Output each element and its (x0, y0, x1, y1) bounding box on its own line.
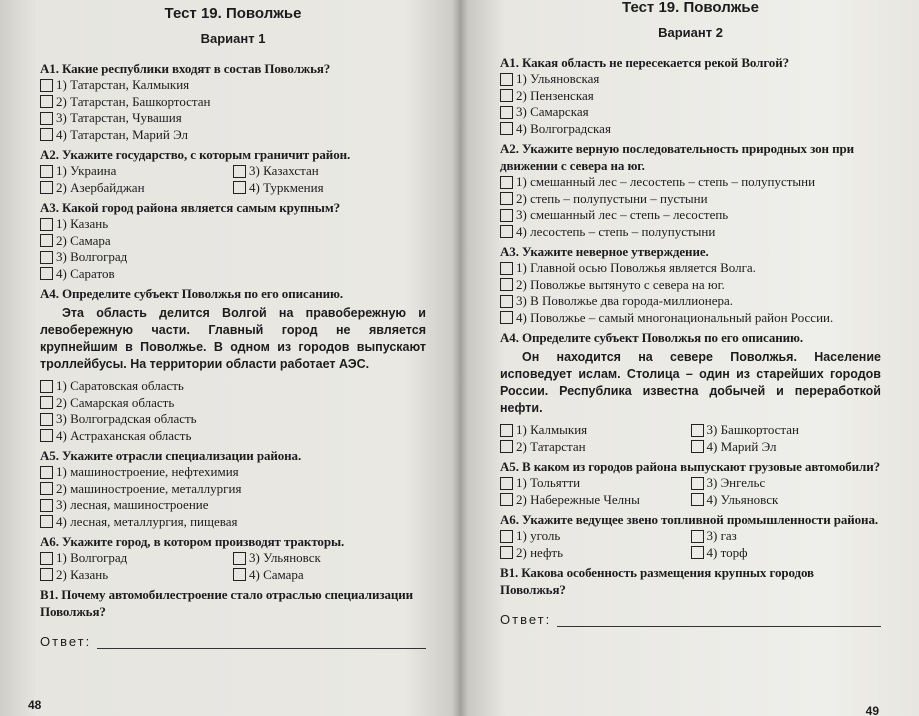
checkbox[interactable] (500, 209, 513, 222)
question-a5 (40, 447, 426, 530)
question-text: Укажите город, в котором производят тракторы. (62, 534, 345, 549)
question-number: B1. (500, 565, 519, 580)
answer-field[interactable] (40, 634, 426, 649)
question-text: Определите субъект Поволжья по его описанию. (522, 330, 803, 345)
checkbox[interactable] (40, 413, 53, 426)
answer-option[interactable]: 1) Ульяновская (500, 71, 881, 88)
checkbox[interactable] (500, 424, 513, 437)
question-a6 (500, 511, 881, 561)
answer-option[interactable]: 3) В Поволжье два города-миллионера. (500, 293, 881, 310)
question-number: A6. (40, 534, 59, 549)
question-b1 (500, 564, 881, 598)
checkbox[interactable] (500, 89, 513, 102)
question-a3 (500, 243, 881, 326)
checkbox[interactable] (691, 477, 704, 490)
question-number: A3. (40, 200, 59, 215)
checkbox[interactable] (40, 95, 53, 108)
checkbox[interactable] (40, 79, 53, 92)
answer-line[interactable] (97, 636, 426, 649)
question-text: Укажите верную последовательность природных зон при движении с севера на юг. (500, 141, 854, 173)
answer-option[interactable]: 2) степь – полупустыни – пустыни (500, 191, 881, 208)
answer-option[interactable]: 4) Саратов (40, 266, 426, 283)
checkbox[interactable] (40, 165, 53, 178)
answer-option[interactable]: 1) уголь (500, 528, 691, 545)
checkbox[interactable] (40, 515, 53, 528)
question-a6 (40, 533, 426, 583)
checkbox[interactable] (40, 267, 53, 280)
question-a3 (40, 199, 426, 282)
checkbox[interactable] (233, 568, 246, 581)
question-a4 (500, 329, 881, 455)
answer-option[interactable]: 1) Калмыкия (500, 422, 691, 439)
checkbox[interactable] (691, 424, 704, 437)
answer-option[interactable]: 4) лесостепь – степь – полупустыни (500, 224, 881, 241)
checkbox[interactable] (500, 440, 513, 453)
answer-option[interactable]: 1) Саратовская область (40, 378, 426, 395)
question-number: A2. (500, 141, 519, 156)
answer-option[interactable]: 2) Набережные Челны (500, 492, 691, 509)
answer-option[interactable]: 3) Татарстан, Чувашия (40, 110, 426, 127)
answer-option[interactable]: 3) газ (691, 528, 882, 545)
checkbox[interactable] (40, 466, 53, 479)
page-number: 49 (865, 704, 879, 716)
checkbox[interactable] (500, 176, 513, 189)
book-gutter (452, 0, 468, 716)
checkbox[interactable] (500, 192, 513, 205)
question-text: Укажите отрасли специализации района. (62, 448, 302, 463)
question-number: B1. (40, 587, 59, 602)
answer-option[interactable]: 4) Поволжье – самый многонациональный район России. (500, 310, 881, 327)
answer-field[interactable] (500, 612, 881, 627)
answer-option[interactable]: 3) Башкортостан (691, 422, 882, 439)
checkbox[interactable] (40, 499, 53, 512)
checkbox[interactable] (691, 530, 704, 543)
checkbox[interactable] (500, 295, 513, 308)
checkbox[interactable] (40, 396, 53, 409)
question-text: Какие республики входят в состав Поволжья? (62, 61, 331, 76)
answer-option[interactable]: 4) Волгоградская (500, 121, 881, 138)
checkbox[interactable] (233, 552, 246, 565)
answer-option[interactable]: 1) Украина (40, 163, 233, 180)
checkbox[interactable] (500, 546, 513, 559)
checkbox[interactable] (500, 122, 513, 135)
answer-option[interactable]: 3) Казахстан (233, 163, 426, 180)
answer-option[interactable]: 3) Ульяновск (233, 550, 426, 567)
page-number: 48 (28, 698, 42, 712)
checkbox[interactable] (40, 568, 53, 581)
question-text: Укажите государство, с которым граничит район. (62, 147, 351, 162)
question-text: Укажите ведущее звено топливной промышленности района. (522, 512, 878, 527)
checkbox[interactable] (500, 311, 513, 324)
checkbox[interactable] (40, 380, 53, 393)
answer-option[interactable]: 3) Энгельс (691, 475, 882, 492)
answer-option[interactable]: 4) Туркмения (233, 180, 426, 197)
answer-option[interactable]: 1) Тольятти (500, 475, 691, 492)
question-text: Почему автомобилестроение стало отраслью специализации Поволжья? (40, 587, 414, 619)
checkbox[interactable] (500, 493, 513, 506)
checkbox[interactable] (40, 482, 53, 495)
question-b1 (40, 586, 426, 620)
answer-option[interactable]: 2) Самара (40, 233, 426, 250)
question-text: Определите субъект Поволжья по его описанию. (62, 286, 343, 301)
checkbox[interactable] (500, 278, 513, 291)
checkbox[interactable] (40, 429, 53, 442)
checkbox[interactable] (40, 218, 53, 231)
question-number: A3. (500, 244, 519, 259)
variant-heading: Вариант 2 (658, 25, 723, 40)
answer-option[interactable]: 4) Татарстан, Марий Эл (40, 127, 426, 144)
answer-option[interactable]: 2) Поволжье вытянуто с севера на юг. (500, 277, 881, 294)
checkbox[interactable] (40, 112, 53, 125)
variant-heading: Вариант 1 (200, 31, 266, 46)
answer-option[interactable]: 3) Волгоград (40, 249, 426, 266)
answer-label: Ответ: (40, 634, 92, 649)
checkbox[interactable] (500, 530, 513, 543)
checkbox[interactable] (500, 73, 513, 86)
answer-option[interactable]: 4) Ульяновск (691, 492, 882, 509)
page-title: Тест 19. Поволжье (622, 0, 759, 16)
checkbox[interactable] (500, 225, 513, 238)
question-a1 (40, 60, 426, 143)
answer-option[interactable]: 1) Главной осью Поволжья является Волга. (500, 260, 881, 277)
answer-option[interactable]: 2) Самарская область (40, 395, 426, 412)
answer-option[interactable]: 2) машиностроение, металлургия (40, 481, 426, 498)
answer-option[interactable]: 1) смешанный лес – лесостепь – степь – полупустыни (500, 174, 881, 191)
question-a1 (500, 54, 881, 137)
answer-option[interactable]: 2) Азербайджан (40, 180, 233, 197)
checkbox[interactable] (691, 546, 704, 559)
answer-option[interactable]: 2) Татарстан (500, 439, 691, 456)
checkbox[interactable] (233, 181, 246, 194)
right-page (460, 0, 919, 716)
question-number: A5. (40, 448, 59, 463)
checkbox[interactable] (40, 128, 53, 141)
question-number: A1. (40, 61, 59, 76)
checkbox[interactable] (500, 477, 513, 490)
answer-option[interactable]: 2) Пензенская (500, 88, 881, 105)
answer-option[interactable]: 3) Волгоградская область (40, 411, 426, 428)
question-number: A4. (40, 286, 59, 301)
question-text: Какая область не пересекается рекой Волгой? (522, 55, 789, 70)
answer-option[interactable]: 4) Астраханская область (40, 428, 426, 445)
answer-option[interactable]: 3) смешанный лес – степь – лесостепь (500, 207, 881, 224)
question-number: A1. (500, 55, 519, 70)
question-text: Какова особенность размещения крупных городов Поволжья? (500, 565, 814, 597)
checkbox[interactable] (500, 106, 513, 119)
checkbox[interactable] (40, 181, 53, 194)
question-text: В каком из городов района выпускают грузовые автомобили? (522, 459, 880, 474)
checkbox[interactable] (691, 493, 704, 506)
checkbox[interactable] (691, 440, 704, 453)
description-paragraph: Он находится на севере Поволжья. Население исповедует ислам. Столица – один из старейших городов России. Республика известна добычей и переработкой нефти. (500, 350, 881, 415)
answer-label: Ответ: (500, 612, 552, 627)
answer-option[interactable]: 4) торф (691, 545, 882, 562)
question-number: A4. (500, 330, 519, 345)
checkbox[interactable] (500, 262, 513, 275)
answer-option[interactable]: 1) Волгоград (40, 550, 233, 567)
page-title: Тест 19. Поволжье (164, 5, 302, 22)
description-paragraph: Эта область делится Волгой на правобережную и левобережную части. Главный город не является крупнейшим в Поволжье. В одном из городов выпускают троллейбусы. На территории области работает АЭС. (40, 306, 426, 371)
answer-option[interactable]: 1) машиностроение, нефтехимия (40, 464, 426, 481)
answer-option[interactable]: 3) лесная, машиностроение (40, 497, 426, 514)
answer-option[interactable]: 1) Татарстан, Калмыкия (40, 77, 426, 94)
checkbox[interactable] (40, 234, 53, 247)
question-a4 (40, 285, 426, 444)
answer-option[interactable]: 2) нефть (500, 545, 691, 562)
answer-option[interactable]: 4) лесная, металлургия, пищевая (40, 514, 426, 531)
answer-option[interactable]: 2) Казань (40, 567, 233, 584)
question-a5 (500, 458, 881, 508)
question-a2 (500, 140, 881, 240)
answer-option[interactable]: 3) Самарская (500, 104, 881, 121)
answer-option[interactable]: 1) Казань (40, 216, 426, 233)
question-text: Укажите неверное утверждение. (522, 244, 709, 259)
answer-option[interactable]: 4) Марий Эл (691, 439, 882, 456)
checkbox[interactable] (233, 165, 246, 178)
checkbox[interactable] (40, 552, 53, 565)
question-text: Какой город района является самым крупным? (62, 200, 340, 215)
answer-option[interactable]: 4) Самара (233, 567, 426, 584)
question-number: A5. (500, 459, 519, 474)
checkbox[interactable] (40, 251, 53, 264)
answer-option[interactable]: 2) Татарстан, Башкортостан (40, 94, 426, 111)
question-number: A2. (40, 147, 59, 162)
question-number: A6. (500, 512, 519, 527)
answer-line[interactable] (557, 614, 881, 627)
question-a2 (40, 146, 426, 196)
